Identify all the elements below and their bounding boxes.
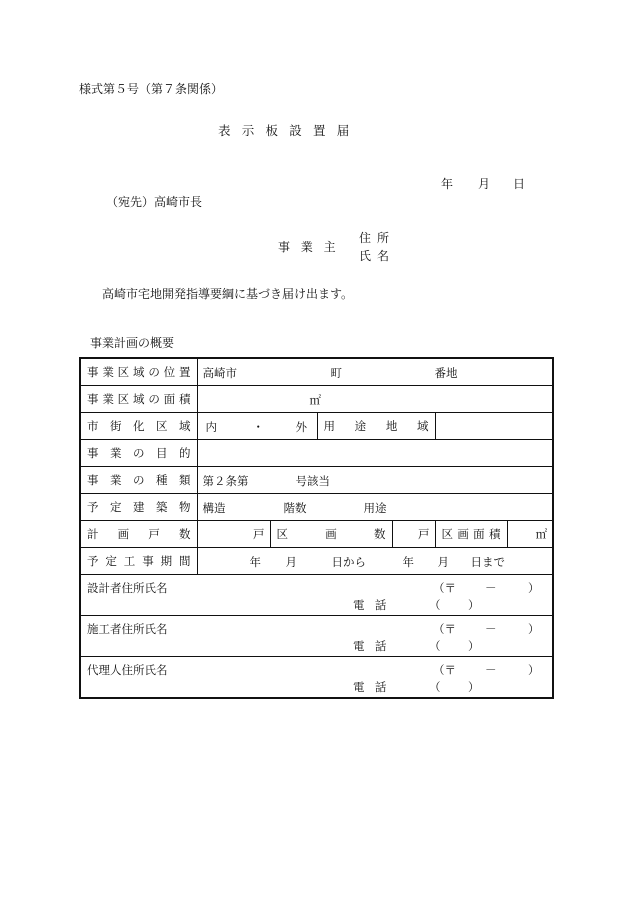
urbanization-outside: 外 (295, 420, 307, 434)
lots-field[interactable] (392, 521, 435, 548)
table-row (80, 358, 553, 386)
agent-phone-label: 電話 (353, 680, 397, 694)
location-lot: 番地 (434, 366, 458, 380)
use-zone-label: 用途地域 (317, 413, 435, 440)
purpose-field[interactable] (197, 440, 553, 467)
agent-phone-open: （ (429, 680, 441, 694)
lot-area-label: 区画面積 (435, 521, 507, 548)
type-label: 事業の種類 (80, 467, 197, 494)
contractor-label: 施工者住所氏名 (87, 622, 168, 636)
table-row (80, 440, 553, 467)
schedule-end-year: 年 (402, 555, 414, 569)
urbanization-dot: ・ (252, 420, 264, 434)
purpose-label: 事業の目的 (80, 440, 197, 467)
date-day: 日 (513, 177, 526, 191)
urbanization-field[interactable] (197, 413, 317, 440)
agent-postal-dash: － (485, 663, 497, 677)
contractor-phone-label: 電話 (353, 639, 397, 653)
designer-postal-open: （〒 (433, 581, 456, 595)
building-label: 予定建築物 (80, 494, 197, 521)
use-zone-field[interactable] (435, 413, 553, 440)
designer-postal-dash: － (485, 581, 497, 595)
business-plan-table (79, 357, 554, 699)
area-label: 事業区域の面積 (80, 386, 197, 413)
applicant-label: 事業主 (278, 240, 347, 254)
agent-phone-close: ） (468, 680, 480, 694)
lots-label: 区画数 (270, 521, 392, 548)
lot-area-unit: ㎡ (535, 527, 548, 541)
table-row (80, 386, 553, 413)
schedule-start-day: 日から (331, 555, 366, 569)
schedule-start-month: 月 (285, 555, 297, 569)
statement: 高崎市宅地開発指導要綱に基づき届け出ます。 (102, 287, 354, 301)
contractor-field[interactable] (80, 616, 553, 657)
area-field[interactable] (197, 386, 553, 413)
contractor-phone-open: （ (429, 639, 441, 653)
building-floors: 階数 (283, 501, 307, 515)
schedule-end-month: 月 (437, 555, 449, 569)
table-row (80, 467, 553, 494)
designer-phone-open: （ (429, 598, 441, 612)
agent-postal-open: （〒 (433, 663, 456, 677)
lots-unit: 戸 (418, 527, 430, 541)
table-row (80, 494, 553, 521)
designer-phone-label: 電話 (353, 598, 397, 612)
section-title: 事業計画の概要 (90, 336, 175, 350)
designer-label: 設計者住所氏名 (87, 581, 168, 595)
table-row (80, 575, 553, 616)
page-title: 表示板設置届 (218, 123, 361, 138)
units-label: 計画戸数 (80, 521, 197, 548)
units-field[interactable] (197, 521, 270, 548)
building-use: 用途 (363, 501, 387, 515)
location-town: 町 (330, 366, 342, 380)
type-suffix: 号該当 (295, 474, 330, 488)
location-label: 事業区域の位置 (80, 358, 197, 386)
form-number: 様式第５号（第７条関係） (79, 82, 224, 96)
designer-phone-close: ） (468, 598, 480, 612)
lot-area-field[interactable] (507, 521, 553, 548)
building-structure: 構造 (202, 501, 226, 515)
agent-label: 代理人住所氏名 (87, 663, 168, 677)
date-year: 年 (441, 177, 454, 191)
contractor-postal-dash: － (485, 622, 497, 636)
location-field[interactable] (197, 358, 553, 386)
address-label: 住所 (359, 231, 396, 245)
name-label: 氏名 (359, 249, 396, 263)
date-month: 月 (478, 177, 491, 191)
type-field[interactable] (197, 467, 553, 494)
schedule-field[interactable] (197, 548, 553, 575)
location-city: 高崎市 (202, 366, 237, 380)
table-row (80, 657, 553, 699)
designer-field[interactable] (80, 575, 553, 616)
table-row (80, 521, 553, 548)
urbanization-label: 市街化区域 (80, 413, 197, 440)
table-row (80, 413, 553, 440)
building-field[interactable] (197, 494, 553, 521)
contractor-postal-close: ） (528, 622, 540, 636)
schedule-end-day: 日まで (470, 555, 505, 569)
contractor-postal-open: （〒 (433, 622, 456, 636)
table-row (80, 616, 553, 657)
agent-postal-close: ） (528, 663, 540, 677)
addressee: （宛先）高崎市長 (106, 195, 203, 209)
schedule-label: 予定工事期間 (80, 548, 197, 575)
urbanization-inside: 内 (205, 420, 217, 434)
table-row (80, 548, 553, 575)
agent-field[interactable] (80, 657, 553, 699)
contractor-phone-close: ） (468, 639, 480, 653)
schedule-start-year: 年 (249, 555, 261, 569)
type-prefix: 第２条第 (202, 474, 249, 488)
designer-postal-close: ） (528, 581, 540, 595)
area-unit: ㎡ (309, 393, 321, 407)
units-unit: 戸 (253, 527, 265, 541)
